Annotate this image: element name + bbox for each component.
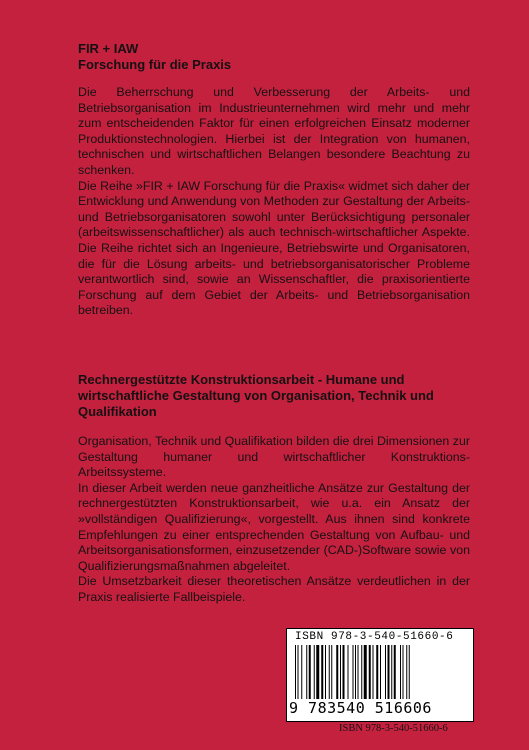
intro-paragraph: Die Reihe »FIR + IAW Forschung für die Praxis« widmet sich daher der Entwicklung und Anwendung von Methoden zur Gestaltung der Arbeits- und Betriebsorganisatoren sowohl unter Berücksichtigung personaler (arbeitswissenschaftlicher) als auch technisch-wirtschaftlicher Aspekte. Die Reihe richtet sich an Ingenieure, Betriebswirte und Organisatoren, die für die Lösung arbeits- und betriebsorganisatorischer Probleme verantwortlich sind, sowie an Wissenschaftler, die praxisorientierte Forschung auf dem Gebiet der Arbeits- und Betriebsorganisation betreiben.: [78, 178, 470, 318]
barcode-bar: [394, 645, 396, 699]
barcode-isbn-label: ISBN 978-3-540-51660-6: [295, 631, 454, 643]
barcode-bar: [364, 645, 367, 699]
book-paragraph: Die Umsetzbarkeit dieser theoretischen Ansätze verdeutlichen in der Praxis realisierte Fallbeispiele.: [78, 574, 470, 604]
barcode-bar: [358, 645, 359, 699]
barcode-bar: [325, 645, 326, 699]
barcode-bar: [385, 645, 386, 699]
book-paragraph: Organisation, Technik und Qualifikation bilden die drei Dimensionen zur Gestaltung humaner und wirtschaftlicher Konstruktions-Arbeitssysteme.: [78, 434, 470, 480]
barcode-bar: [314, 645, 315, 699]
barcode-bars: [295, 645, 465, 699]
series-subtitle: Forschung für die Praxis: [78, 57, 232, 72]
barcode-bar: [343, 645, 345, 699]
barcode-bar: [298, 645, 299, 699]
barcode-digits: 9 783540 516606: [289, 699, 432, 717]
barcode-bar: [329, 645, 330, 699]
barcode-bar: [355, 645, 356, 699]
barcode-bar: [403, 645, 404, 699]
series-name: FIR + IAW: [78, 41, 139, 56]
barcode-bar: [406, 645, 407, 699]
barcode-bar: [321, 645, 323, 699]
barcode-bar: [340, 645, 341, 699]
barcode-bar: [331, 645, 332, 699]
series-header: [78, 41, 470, 73]
barcode-bar: [391, 645, 392, 699]
barcode: [286, 628, 474, 722]
barcode-bar: [361, 645, 362, 699]
barcode-bar: [348, 645, 349, 699]
series-description: [78, 85, 470, 319]
barcode-bar: [316, 645, 319, 699]
barcode-bar: [373, 645, 374, 699]
barcode-bar: [388, 645, 390, 699]
barcode-bar: [306, 645, 307, 699]
barcode-bar: [295, 645, 296, 699]
barcode-bar: [301, 645, 302, 699]
barcode-bar: [309, 645, 311, 699]
barcode-bar: [409, 645, 410, 699]
barcode-bar: [336, 645, 338, 699]
barcode-bar: [376, 645, 378, 699]
book-paragraph: In dieser Arbeit werden neue ganzheitliche Ansätze zur Gestaltung der rechnergestützten Konstruktionsarbeit, wie u.a. ein Ansatz der »vollständigen Qualifizierung«, vorgestellt. Aus ihnen sind konkrete Empfehlungen zu einer entsprechenden Gestaltung von Aufbau- und Arbeitsorganisationsformen, einzusetzender (CAD-)Software sowie von Qualifizierungsmaßnahmen abgeleitet.: [78, 480, 470, 573]
intro-paragraph: Die Beherrschung und Verbesserung der Arbeits- und Betriebsorganisation im Industrieunternehmen wird mehr und mehr zum entscheidenden Faktor für einen erfolgreichen Einsatz moderner Produktionstechnologien. Hierbei ist der Integration von humanen, technischen und wirtschaftlichen Belangen besondere Beachtung zu schenken.: [78, 85, 470, 177]
barcode-bar: [353, 645, 354, 699]
isbn-footer: ISBN 978-3-540-51660-6: [339, 723, 448, 734]
barcode-bar: [369, 645, 371, 699]
book-description: [78, 434, 470, 606]
barcode-bar: [380, 645, 381, 699]
book-title: Rechnergestützte Konstruktionsarbeit - Humane und wirtschaftliche Gestaltung von Organisation, Technik und Qualifikation: [78, 372, 434, 419]
barcode-bar: [400, 645, 401, 699]
